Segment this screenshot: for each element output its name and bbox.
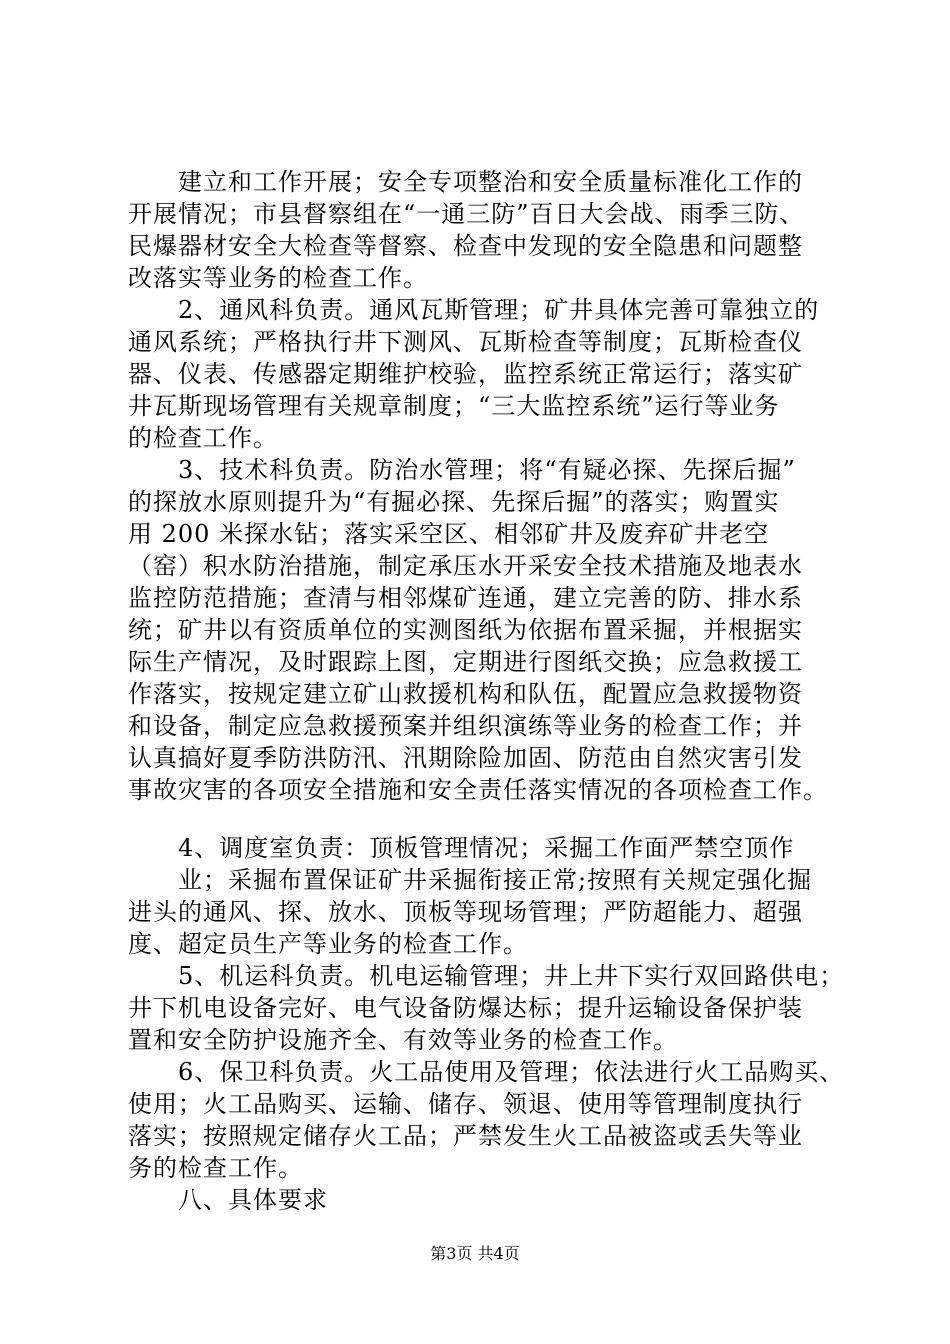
text-line: 开展情况；市县督察组在“一通三防”百日大会战、雨季三防、 [128, 200, 805, 228]
text-line: 落实；按照规定储存火工品；严禁发生火工品被盗或丢失等业 [128, 1122, 803, 1150]
text-line: 监控防范措施；查清与相邻煤矿连通，建立完善的防、排水系 [128, 584, 803, 612]
text-line: 使用；火工品购买、运输、储存、领退、使用等管理制度执行 [128, 1090, 803, 1118]
text-line: 井下机电设备完好、电气设备防爆达标；提升运输设备保护装 [128, 994, 803, 1022]
text-line: 置和安全防护设施齐全、有效等业务的检查工作。 [128, 1026, 678, 1054]
text-line: 6、保卫科负责。火工品使用及管理；依法进行火工品购买、 [128, 1058, 845, 1086]
text-line: 器、仪表、传感器定期维护校验，监控系统正常运行；落实矿 [128, 360, 803, 388]
page-footer [0, 1244, 950, 1264]
page-number: 第3页 共4页 [430, 1244, 520, 1263]
text-line: （窑）积水防治措施，制定承压水开采安全技术措施及地表水 [128, 552, 803, 580]
text-line: 进头的通风、探、放水、顶板等现场管理；严防超能力、超强 [128, 898, 803, 926]
text-line: 务的检查工作。 [128, 1154, 303, 1182]
text-line: 井瓦斯现场管理有关规章制度；“三大监控系统”运行等业务 [128, 392, 780, 420]
text-line: 4、调度室负责：顶板管理情况；采掘工作面严禁空顶作 [128, 834, 795, 862]
text-line: 民爆器材安全大检查等督察、检查中发现的安全隐患和问题整 [128, 232, 803, 260]
text-line: 通风系统；严格执行井下测风、瓦斯检查等制度；瓦斯检查仪 [128, 328, 803, 356]
text-line: 的探放水原则提升为“有掘必探、先探后掘”的落实；购置实 [128, 488, 780, 516]
section-heading: 八、具体要求 [128, 1186, 328, 1214]
text-line: 认真搞好夏季防洪防汛、汛期除险加固、防范由自然灾害引发 [128, 744, 803, 772]
text-line: 作落实，按规定建立矿山救援机构和队伍，配置应急救援物资 [128, 680, 803, 708]
text-line: 改落实等业务的检查工作。 [128, 264, 428, 292]
text-line: 际生产情况，及时跟踪上图，定期进行图纸交换；应急救援工 [128, 648, 803, 676]
text-line: 2、通风科负责。通风瓦斯管理；矿井具体完善可靠独立的 [128, 296, 820, 324]
text-line: 5、机运科负责。机电运输管理；井上井下实行双回路供电； [128, 962, 845, 990]
text-line: 的检查工作。 [128, 424, 278, 452]
text-line: 事故灾害的各项安全措施和安全责任落实情况的各项检查工作。 [128, 776, 828, 804]
text-line: 3、技术科负责。防治水管理；将“有疑必探、先探后掘” [128, 456, 796, 484]
document-body [128, 166, 848, 1216]
text-line: 业；采掘布置保证矿井采掘衔接正常;按照有关规定强化掘 [128, 866, 813, 894]
text-line: 和设备，制定应急救援预案并组织演练等业务的检查工作；并 [128, 712, 803, 740]
text-line: 用 200 米探水钻；落实采空区、相邻矿井及废弃矿井老空 [128, 520, 770, 548]
text-line: 统；矿井以有资质单位的实测图纸为依据布置采掘，并根据实 [128, 616, 803, 644]
text-line: 建立和工作开展；安全专项整治和安全质量标准化工作的 [128, 168, 803, 196]
text-line: 度、超定员生产等业务的检查工作。 [128, 930, 528, 958]
paragraph-gap [128, 806, 848, 832]
